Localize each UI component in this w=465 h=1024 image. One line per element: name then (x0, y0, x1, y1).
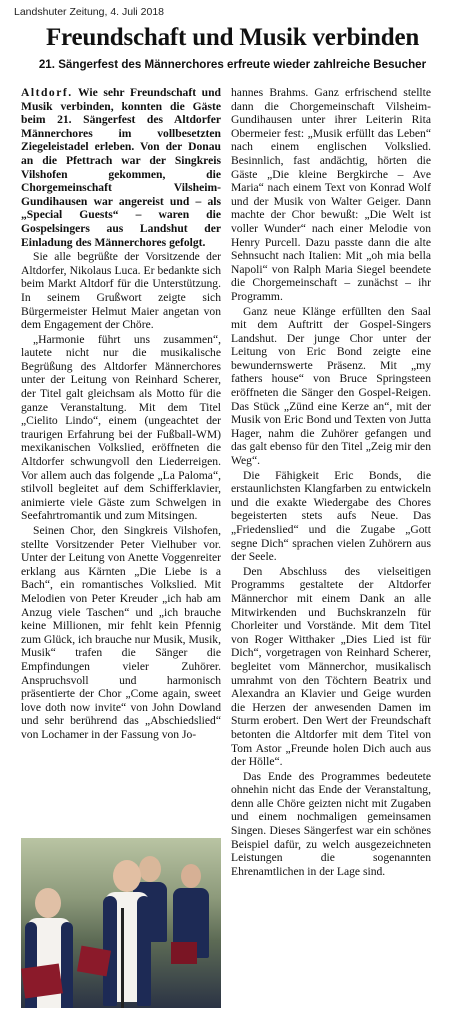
article-column-right (231, 86, 431, 879)
body-paragraph: Sie alle begrüßte der Vorsitzende der Altdorfer, Nikolaus Luca. Er bedankte sich beim Markt Altdorf für die Unterstützung. In seinem Grußwort zeigte sich Bürgermeister Helmut Maier angetan von dem Engagement der Chöre. (21, 250, 221, 332)
article-headline: Freundschaft und Musik verbinden (45, 24, 420, 51)
choir-photo (21, 838, 221, 1008)
lead-paragraph (21, 86, 221, 249)
article-subheadline: 21. Sängerfest des Männerchores erfreute wieder zahlreiche Besucher (38, 58, 427, 71)
body-paragraph: Die Fähigkeit Eric Bonds, die erstaunlichsten Klangfarben zu entwickeln und die exakte Wiedergabe des Chores begeisterten stets aufs Neue. Das „Friedenslied“ und die Zugabe „Gott segne Dich“ sprachen vielen Zuhörern aus der Seele. (231, 468, 431, 564)
body-paragraph: hannes Brahms. Ganz erfrischend stellte dann die Chorgemeinschaft Vilsheim-Gundihausen unter ihrer Leiterin Rita Obermeier fest: „Musik erfüllt das Leben“ nach einem englischen Volkslied. Besinnlich, fast andächtig, hörten die Gäste „Die kleine Bergkirche – Ave Maria“ nach einem Text von Konrad Wolf und der Musik von Walter Geiger. Dann machte der Chor bewußt: „Die Welt ist voller Wunder“ nach einer Melodie von Henry Purcell. Dazu passte dann die alte Sehnsucht nach Italien: Mit „oh mia bella Napoli“ von Ralph Maria Siegel beendete die Chorgemeinschaft – zunächst – ihr Programm. (231, 86, 431, 303)
dateline: Altdorf. (21, 86, 73, 99)
body-paragraph: Das Ende des Programmes bedeutete ohnehin nicht das Ende der Veranstaltung, denn alle Chöre geizten nicht mit Zugaben und einem nochmaligen gemeinsamen Singen. Dieses Sängerfest war ein schönes Beispiel dafür, zu welch ausgezeichneten Leistungen die sogenannten Ehrenamtlichen in der Lage sind. (231, 769, 431, 878)
body-paragraph: Den Abschluss des vielseitigen Programms gestaltete der Altdorfer Männerchor mit einem Dank an alle Mitwirkenden und Buchskranzeln für Chorleiter und Vorstände. Mit dem Titel von Roger Witthaker „Dies Lied ist für Dich“, vorgetragen von Reinhard Scherer, begleitet vom Männerchor, musikalisch umrahmt von den Töchtern Beatrix und Alexandra an Klavier und Geige wurden die Herzen der anwesenden Damen im Sturm erobert. Den Wert der Freundschaft betonten die Altdorfer mit dem Titel von Tom Astor „Freunde holen Dich auch aus der Hölle“. (231, 564, 431, 769)
article-column-left (21, 86, 221, 743)
body-paragraph: „Harmonie führt uns zusammen“, lautete nicht nur die musikalische Begrüßung des Altdorfer Männerchores unter der Leitung von Reinhard Scherer, der Titel galt gleichsam als Motto für die ganze Veranstaltung. Mit dem Titel „Cielito Lindo“, einem (ungeachtet der traurigen Erfahrung bei der Fußball-WM) mexikanischen Volkslied, eröffneten die Altdorfer schwungvoll den Liederreigen. Vor allem auch das folgende „La Paloma“, stilvoll begleitet auf dem Schifferklavier, animierte viele Gäste zum Schwelgen in Seefahrtromantik und zum Mitsingen. (21, 332, 221, 523)
lead-text: Wie sehr Freundschaft und Musik verbinden, konnten die Gäste beim 21. Sängerfest des Altdorfer Männerchores im vollbesetzten Ziegeleistadel erleben. Von der Donau an die Pfettrach war der Singkreis Vilshofen gekommen, die Chorgemeinschaft Vilsheim-Gundihausen war angereist und – als „Special Guests“ – waren die Gospelsingers aus Landshut der Einladung des Männerchores gefolgt. (21, 86, 221, 249)
body-paragraph: Ganz neue Klänge erfüllten den Saal mit dem Auftritt der Gospel-Singers Landshut. Der junge Chor unter der Leitung von Eric Bond zeigte eine bewundernswerte Präsenz. Mit „my fathers house“ von Bruce Springsteen eröffneten die Sänger den Gospel-Reigen. Das Stück „Zünd eine Kerze an“, mit der Musik von Eric Bond und Texten von Jutta Hager, nahm die Zuhörer gefangen und das galt ebenso für den Titel „Zeig mir den Weg“. (231, 304, 431, 468)
body-paragraph: Seinen Chor, den Singkreis Vilshofen, stellte Vorsitzender Peter Vielhuber vor. Unter der Leitung von Anette Voggenreiter erklang aus Kärnten „Die Liebe is a Bach“, ein romantisches Volkslied. Mit Melodien von Peter Kreuder „ich hab am Anzug viele Taschen“ und „ich brauche keine Millionen, mir fehlt kein Pfennig zum Glück, ich brauche nur Musik, Musik, Musik“ trafen die Sänger die Empfindungen vieler Zuhörer. Anspruchsvoll und harmonisch präsentierte der Chor „Come again, sweet love doth now invite“ von John Dowland und sehr berührend das „Abschiedslied“ von Lochamer in der Fassung von Jo- (21, 524, 221, 741)
source-line: Landshuter Zeitung, 4. Juli 2018 (14, 6, 165, 18)
